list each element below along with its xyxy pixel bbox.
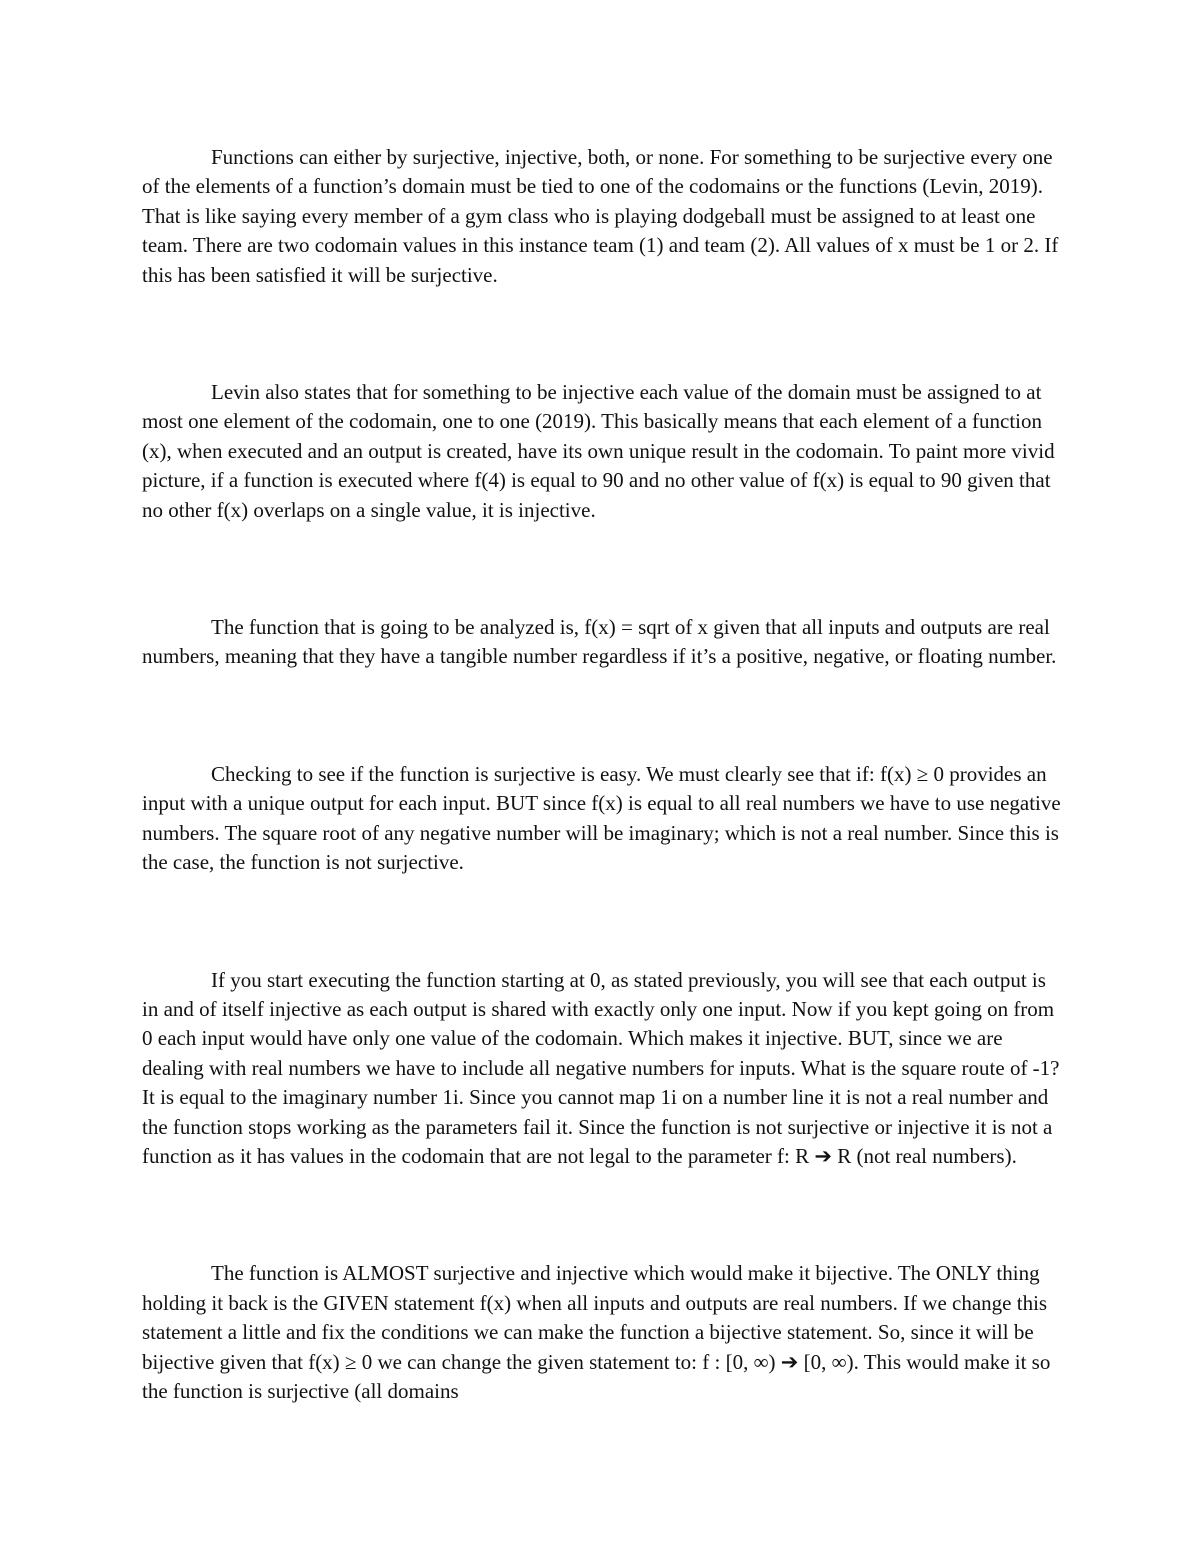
paragraph-function-analyzed: The function that is going to be analyzed is, f(x) = sqrt of x given that all inputs and outputs are real numbers, meaning that they have a tangible number regardless if it’s a positive, negative, or floating number. — [142, 615, 1057, 669]
paragraph-injective-definition: Levin also states that for something to be injective each value of the domain must be assigned to at most one element of the codomain, one to one (2019). This basically means that each element of a function (x), when executed and an output is created, have its own unique result in the codomain. To paint more vivid picture, if a function is executed where f(4) is equal to 90 and no other value of f(x) is equal to 90 given that no other f(x) overlaps on a single value, it is injective. — [142, 380, 1055, 522]
paragraph-surjective-check: Checking to see if the function is surjective is easy. We must clearly see that if: f(x) ≥ 0 provides an input with a unique output for each input. BUT since f(x) is equal to all real numbers we have to use negative numbers. The square root of any negative number will be imaginary; which is not a real number. Since this is the case, the function is not surjective. — [142, 761, 1061, 875]
document-body — [142, 143, 1062, 1406]
paragraph-bijective-conclusion: The function is ALMOST surjective and injective which would make it bijective. The ONLY thing holding it back is the GIVEN statement f(x) when all inputs and outputs are real numbers. If we change this statement a little and fix the conditions we can make the function a bijective statement. So, since it will be bijective given that f(x) ≥ 0 we can change the given statement to: f : [0, ∞) ➔ [0, ∞). This would make it so the function is surjective (all domains — [142, 1261, 1051, 1403]
paragraph-surjective-definition: Functions can either by surjective, injective, both, or none. For something to be surjective every one of the elements of a function’s domain must be tied to one of the codomains or the functions (Levin, 2019). That is like saying every member of a gym class who is playing dodgeball must be assigned to at least one team. There are two codomain values in this instance team (1) and team (2). All values of x must be 1 or 2. If this has been satisfied it will be surjective. — [142, 145, 1059, 287]
paragraph-injective-check: If you start executing the function starting at 0, as stated previously, you will see that each output is in and of itself injective as each output is shared with exactly only one input. Now if you kept going on from 0 each input would have only one value of the codomain. Which makes it injective. BUT, since we are dealing with real numbers we have to include all negative numbers for inputs. What is the square route of -1? It is equal to the imaginary number 1i. Since you cannot map 1i on a number line it is not a real number and the function stops working as the parameters fail it. Since the function is not surjective or injective it is not a function as it has values in the codomain that are not legal to the parameter f: R ➔ R (not real numbers). — [142, 967, 1060, 1168]
